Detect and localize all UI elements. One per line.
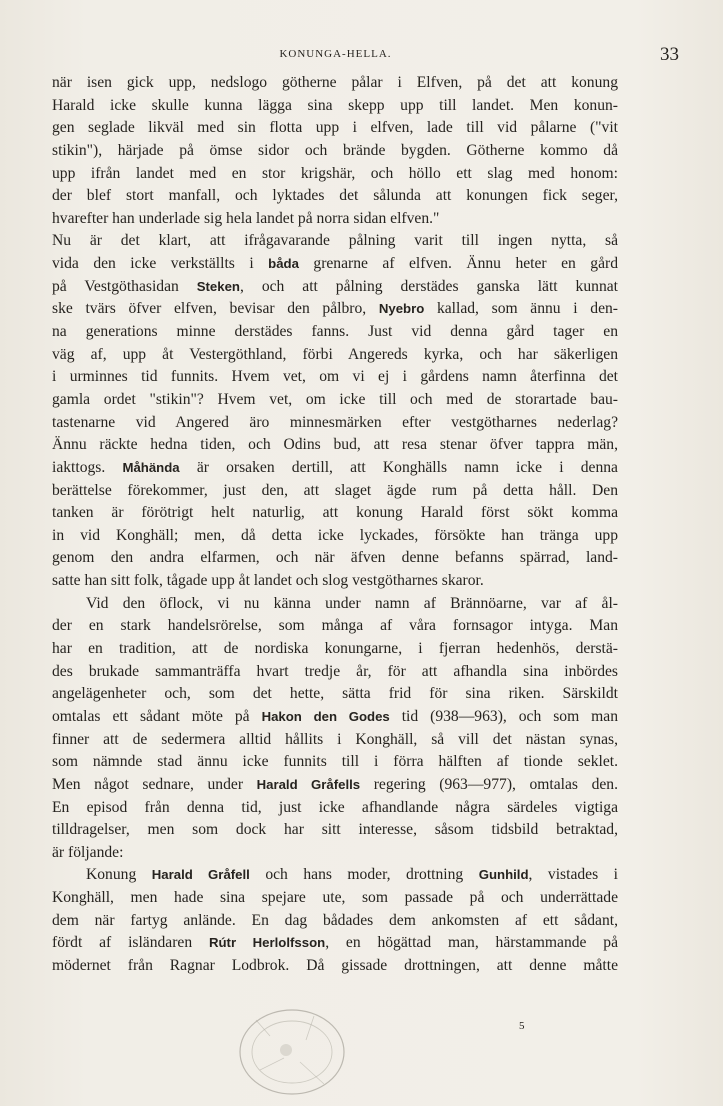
text-segment: tanken är förötrigt helt naturlig, att konung Harald först sökt komma [52, 504, 618, 522]
text-segment: stikin"), härjade på ömse sidor och brände bygden. Götherne kommo då [52, 141, 618, 159]
text-segment: när isen gick upp, nedslogo götherne pålar i Elfven, på det att konung [52, 74, 618, 91]
text-segment: Ännu räckte hedna tiden, och Odins bud, att resa stenar öfver tappra män, [52, 436, 618, 454]
text-segment: gen seglade likväl med sin flotta upp i elfven, lade till vid pålarne ("vit [52, 119, 618, 137]
text-segment: kallad, som ännu i den- [424, 300, 618, 318]
text-line [52, 95, 618, 118]
page-header [52, 44, 679, 66]
text-line [52, 412, 618, 435]
library-stamp-icon [226, 1000, 386, 1100]
text-line [52, 774, 618, 797]
text-segment: der en stark handelsrörelse, som många af våra fornsagor intyga. Man [52, 617, 618, 635]
text-segment: är följande: [52, 843, 124, 861]
text-line [52, 932, 618, 955]
text-line [52, 344, 618, 367]
text-segment: Konung [86, 866, 152, 884]
text-line [52, 842, 618, 865]
text-segment: mödernet från Ragnar Lodbrok. Då gissade drottningen, att denne måtte [52, 956, 618, 974]
text-segment: finner att de sedermera alltid hållits i Konghäll, så vill det nästan synas, [52, 730, 618, 748]
text-line [52, 525, 618, 548]
text-line [52, 547, 618, 570]
text-line [52, 593, 618, 616]
text-segment: hvarefter han underlade sig hela landet på norra sidan elfven." [52, 209, 440, 227]
emphasized-text: Harald Gråfell [151, 867, 250, 883]
body-text [52, 72, 618, 978]
text-segment: angelägenheter och, som det hette, sätta frid för sina riken. Särskildt [52, 685, 618, 703]
text-segment: fördt af isländaren [52, 934, 209, 952]
emphasized-text: båda [268, 256, 299, 272]
text-line [52, 434, 618, 457]
text-segment: berättelse förekommer, just den, att slaget ägde rum på detta håll. Den [52, 481, 618, 499]
text-line [52, 570, 618, 593]
text-line [52, 683, 618, 706]
text-segment: En episod från denna tid, just icke afhandlande några särdeles vigtiga [52, 798, 618, 816]
text-segment: väg af, upp åt Vestergöthland, förbi Angereds kyrka, och har säkerligen [52, 345, 618, 363]
running-head: KONUNGA-HELLA. [279, 48, 392, 60]
text-line [52, 389, 618, 412]
text-segment: , en högättad man, härstammande på [325, 934, 618, 952]
text-segment: dem när fartyg anlände. En dag bådades dem ankomsten af ett sådant, [52, 911, 618, 929]
text-segment: Vid den öflock, vi nu känna under namn af Brännöarne, var af ål- [86, 594, 618, 612]
text-line [52, 117, 618, 140]
text-line [52, 185, 618, 208]
text-line [52, 797, 618, 820]
text-line [52, 72, 618, 95]
emphasized-text: Nyebro [378, 301, 425, 317]
emphasized-text: Harald Gråfells [256, 776, 361, 792]
text-segment: , och att pålning derstädes ganska lätt kunnat [239, 277, 618, 295]
text-line [52, 751, 618, 774]
text-segment: regering (963—977), omtalas den. [360, 775, 618, 793]
text-line [52, 887, 618, 910]
text-segment: upp ifrån landet med en stor krigshär, och höllo ett slag med honom: [52, 164, 618, 182]
text-line [52, 140, 618, 163]
page-number: 33 [660, 44, 679, 65]
text-line [52, 321, 618, 344]
text-line [52, 910, 618, 933]
text-line [52, 638, 618, 661]
text-segment: Harald icke skulle kunna lägga sina skepp upp till landet. Men konun- [52, 96, 618, 114]
text-line [52, 729, 618, 752]
text-line [52, 253, 618, 276]
text-segment: tastenarne vid Angered äro minnesmärken efter vestgötharnes nederlag? [52, 413, 618, 431]
emphasized-text: Gunhild [478, 867, 529, 883]
text-segment: tid (938—963), och som man [389, 707, 618, 725]
signature-mark: 5 [519, 1020, 525, 1032]
text-segment: satte han sitt folk, tågade upp åt landet och slog vestgötharnes skaror. [52, 572, 484, 590]
emphasized-text: Hakon den Godes [261, 708, 390, 724]
text-segment: Nu är det klart, att ifrågavarande pålning varit till ingen nytta, så [52, 232, 618, 250]
text-segment: har en tradition, att de nordiska konungarne, i fjerran hedenhös, derstä- [52, 640, 618, 658]
text-segment: är orsaken dertill, att Konghälls namn icke i denna [179, 458, 618, 476]
text-segment: grenarne af elfven. Ännu heter en gård [298, 255, 618, 273]
text-segment: Konghäll, men hade sina spejare ute, som passade på och underrättade [52, 889, 618, 907]
text-line [52, 276, 618, 299]
text-line [52, 502, 618, 525]
text-line [52, 366, 618, 389]
text-line [52, 661, 618, 684]
text-segment: tilldragelser, men som dock har sitt interesse, såsom tidsbild betraktad, [52, 821, 618, 839]
text-line [52, 706, 618, 729]
text-segment: iakttogs. [52, 458, 123, 476]
text-segment: på Vestgöthasidan [52, 277, 197, 295]
text-segment: i urminnes tid funnits. Hvem vet, om vi ej i gårdens namn återfinna det [52, 368, 618, 386]
text-segment: ske tvärs öfver elfven, bevisar den pålbro, [52, 300, 379, 318]
text-segment: , vistades i [528, 866, 618, 884]
text-segment: genom den andra elfarmen, och när äfven denne befanns spärrad, land- [52, 549, 618, 567]
text-line [52, 480, 618, 503]
emphasized-text: Steken [196, 278, 240, 294]
text-segment: gamla ordet "stikin"? Hvem vet, om icke till och med de storartade bau- [52, 390, 618, 408]
text-segment: na generations minne derstädes fanns. Just vid denna gård tager en [52, 323, 618, 341]
text-segment: vida den icke verkställts i [52, 255, 269, 273]
text-line [52, 864, 618, 887]
text-segment: der blef stort manfall, och lyktades det sålunda att konungen fick seger, [52, 187, 618, 205]
text-line [52, 457, 618, 480]
text-segment: som nämnde stad ännu icke funnits till i förra hälften af tionde seklet. [52, 753, 618, 771]
text-line [52, 163, 618, 186]
text-line [52, 230, 618, 253]
text-line [52, 208, 618, 231]
text-segment: omtalas ett sådant möte på [52, 707, 262, 725]
text-line [52, 955, 618, 978]
text-segment: Men något sednare, under [52, 775, 257, 793]
text-line [52, 615, 618, 638]
text-segment: des brukade sammanträffa hvart tredje år, för att afhandla sina inbördes [52, 662, 618, 680]
text-line [52, 819, 618, 842]
emphasized-text: Rútr Herlolfsson [208, 935, 326, 951]
text-line [52, 298, 618, 321]
emphasized-text: Måhända [122, 459, 180, 475]
text-segment: in vid Konghäll; men, då detta icke lyckades, försökte han tränga upp [52, 526, 618, 544]
text-segment: och hans moder, drottning [249, 866, 479, 884]
